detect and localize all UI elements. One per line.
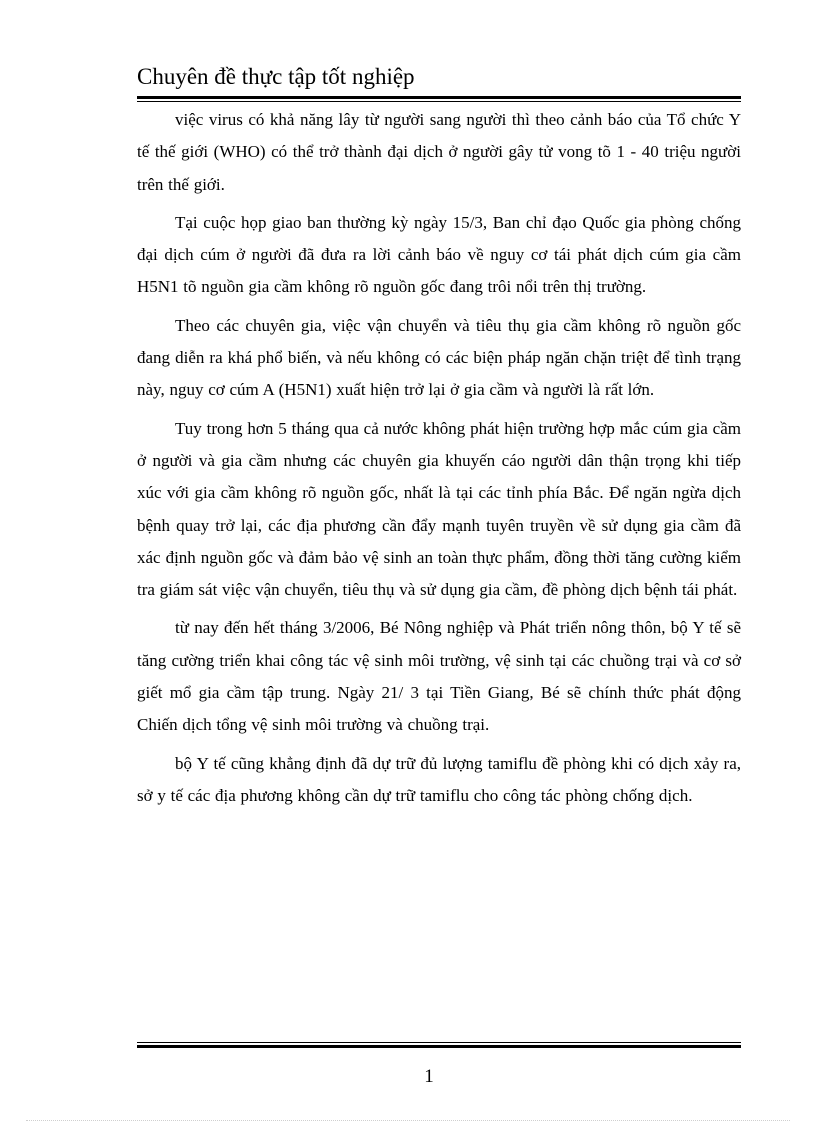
- footer-rule: [137, 1045, 741, 1048]
- paragraph: việc virus có khả năng lây từ người sang người thì theo cảnh báo của Tổ chức Y tế thế giới (WHO) có thể trở thành đại dịch ở người gây tử vong tõ 1 - 40 triệu người trên thế giới.: [137, 110, 741, 194]
- page-number: 1: [424, 1066, 434, 1087]
- footer-rule-thin: [137, 1042, 741, 1043]
- header-rule: [137, 96, 741, 99]
- paragraph: từ nay đến hết tháng 3/2006, Bé Nông nghiệp và Phát triển nông thôn, bộ Y tế sẽ tăng cường triển khai công tác vệ sinh môi trường, vệ sinh tại các chuồng trại và cơ sở giết mổ gia cầm tập trung. Ngày 21/ 3 tại Tiền Giang, Bé sẽ chính thức phát động Chiến dịch tổng vệ sinh môi trường và chuồng trại.: [137, 618, 741, 735]
- paragraph: Theo các chuyên gia, việc vận chuyển và tiêu thụ gia cầm không rõ nguồn gốc đang diễn ra khá phổ biến, và nếu không có các biện pháp ngăn chặn triệt để tình trạng này, nguy cơ cúm A (H5N1) xuất hiện trở lại ở gia cầm và người là rất lớn.: [137, 315, 741, 400]
- document-body: [137, 104, 741, 812]
- paragraph: Tại cuộc họp giao ban thường kỳ ngày 15/3, Ban chỉ đạo Quốc gia phòng chống đại dịch cúm ở người đã đưa ra lời cảnh báo về nguy cơ tái phát dịch cúm gia cầm H5N1 tõ nguồn gia cầm không rõ nguồn gốc đang trôi nổi trên thị trường.: [137, 212, 741, 297]
- paragraph: bộ Y tế cũng khẳng định đã dự trữ đủ lượng tamiflu đề phòng khi có dịch xảy ra, sở y tế các địa phương không cần dự trữ tamiflu cho công tác phòng chống dịch.: [137, 753, 741, 805]
- page-edge-divider: [26, 1120, 790, 1121]
- header-rule-thin: [137, 101, 741, 102]
- page-header-title: Chuyên đề thực tập tốt nghiệp: [137, 64, 415, 89]
- paragraph: Tuy trong hơn 5 tháng qua cả nước không phát hiện trường hợp mắc cúm gia cầm ở người và gia cầm nhưng các chuyên gia khuyến cáo người dân thận trọng khi tiếp xúc với gia cầm không rõ nguồn gốc, nhất là tại các tỉnh phía Bắc. Để ngăn ngừa dịch bệnh quay trở lại, các địa phương cần đẩy mạnh tuyên truyền về sử dụng gia cầm đã xác định nguồn gốc và đảm bảo vệ sinh an toàn thực phẩm, đồng thời tăng cường kiểm tra giám sát việc vận chuyển, tiêu thụ và sử dụng gia cầm, đề phòng dịch bệnh tái phát.: [137, 418, 741, 600]
